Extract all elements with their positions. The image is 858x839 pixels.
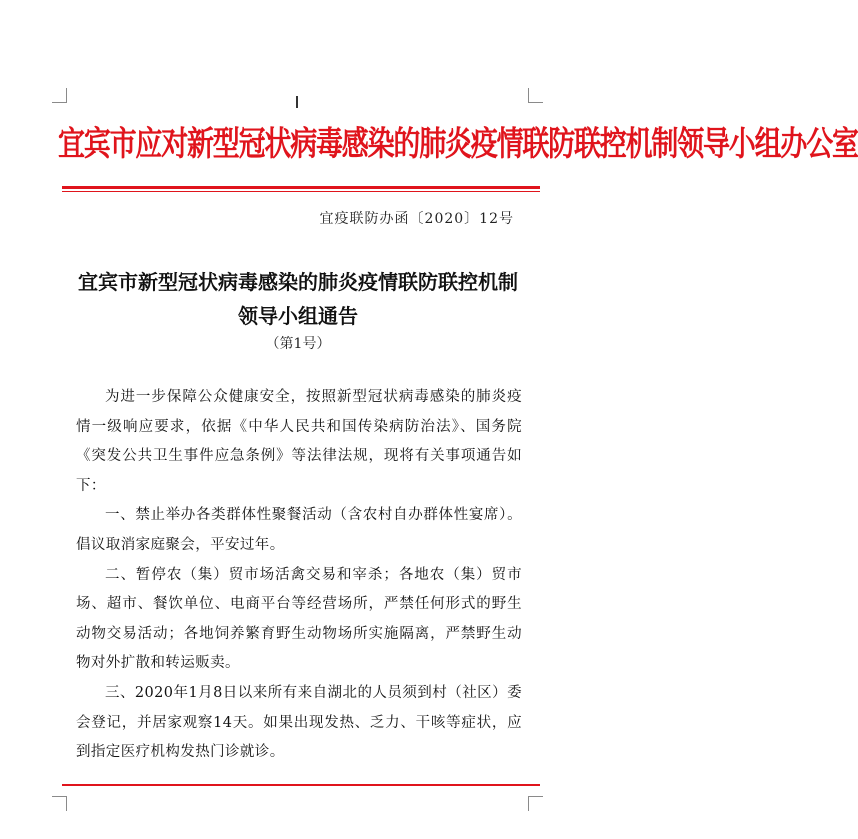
red-footer-rule — [62, 784, 540, 786]
body-paragraph-item-3: 三、2020年1月8日以来所有来自湖北的人员须到村（社区）委会登记，并居家观察14天。如果出现发热、乏力、干咳等症状，应到指定医疗机构发热门诊就诊。 — [76, 684, 522, 761]
body-paragraph-item-1: 一、禁止举办各类群体性聚餐活动（含农村自办群体性宴席）。倡议取消家庭聚会，平安过年。 — [76, 507, 522, 553]
crop-mark-top-left — [52, 88, 67, 103]
crop-mark-bottom-right — [528, 796, 543, 811]
body-paragraph-intro: 为进一步保障公众健康安全，按照新型冠状病毒感染的肺炎疫情一级响应要求，依据《中华人民共和国传染病防治法》、国务院《突发公共卫生事件应急条例》等法律法规，现将有关事项通告如下： — [76, 389, 522, 494]
document-number: 宜疫联防办函〔2020〕12号 — [319, 211, 514, 227]
crop-mark-top-right — [528, 88, 543, 103]
document-body — [76, 383, 522, 768]
text-cursor — [296, 96, 298, 108]
document-title-line-1: 宜宾市新型冠状病毒感染的肺炎疫情联防联控机制 — [78, 270, 518, 294]
red-header-rule — [62, 186, 540, 189]
red-header-title: 宜宾市应对新型冠状病毒感染的肺炎疫情联防联控机制领导小组办公室 — [58, 124, 858, 164]
document-title-line-2: 领导小组通告 — [238, 304, 358, 328]
crop-mark-bottom-left — [52, 796, 67, 811]
document-subtitle: （第1号） — [265, 336, 331, 352]
red-header-rule-thin — [62, 191, 540, 192]
body-paragraph-item-2: 二、暂停农（集）贸市场活禽交易和宰杀；各地农（集）贸市场、超市、餐饮单位、电商平台等经营场所，严禁任何形式的野生动物交易活动；各地饲养繁育野生动物场所实施隔离，严禁野生动物对外扩散和转运贩卖。 — [76, 566, 522, 672]
